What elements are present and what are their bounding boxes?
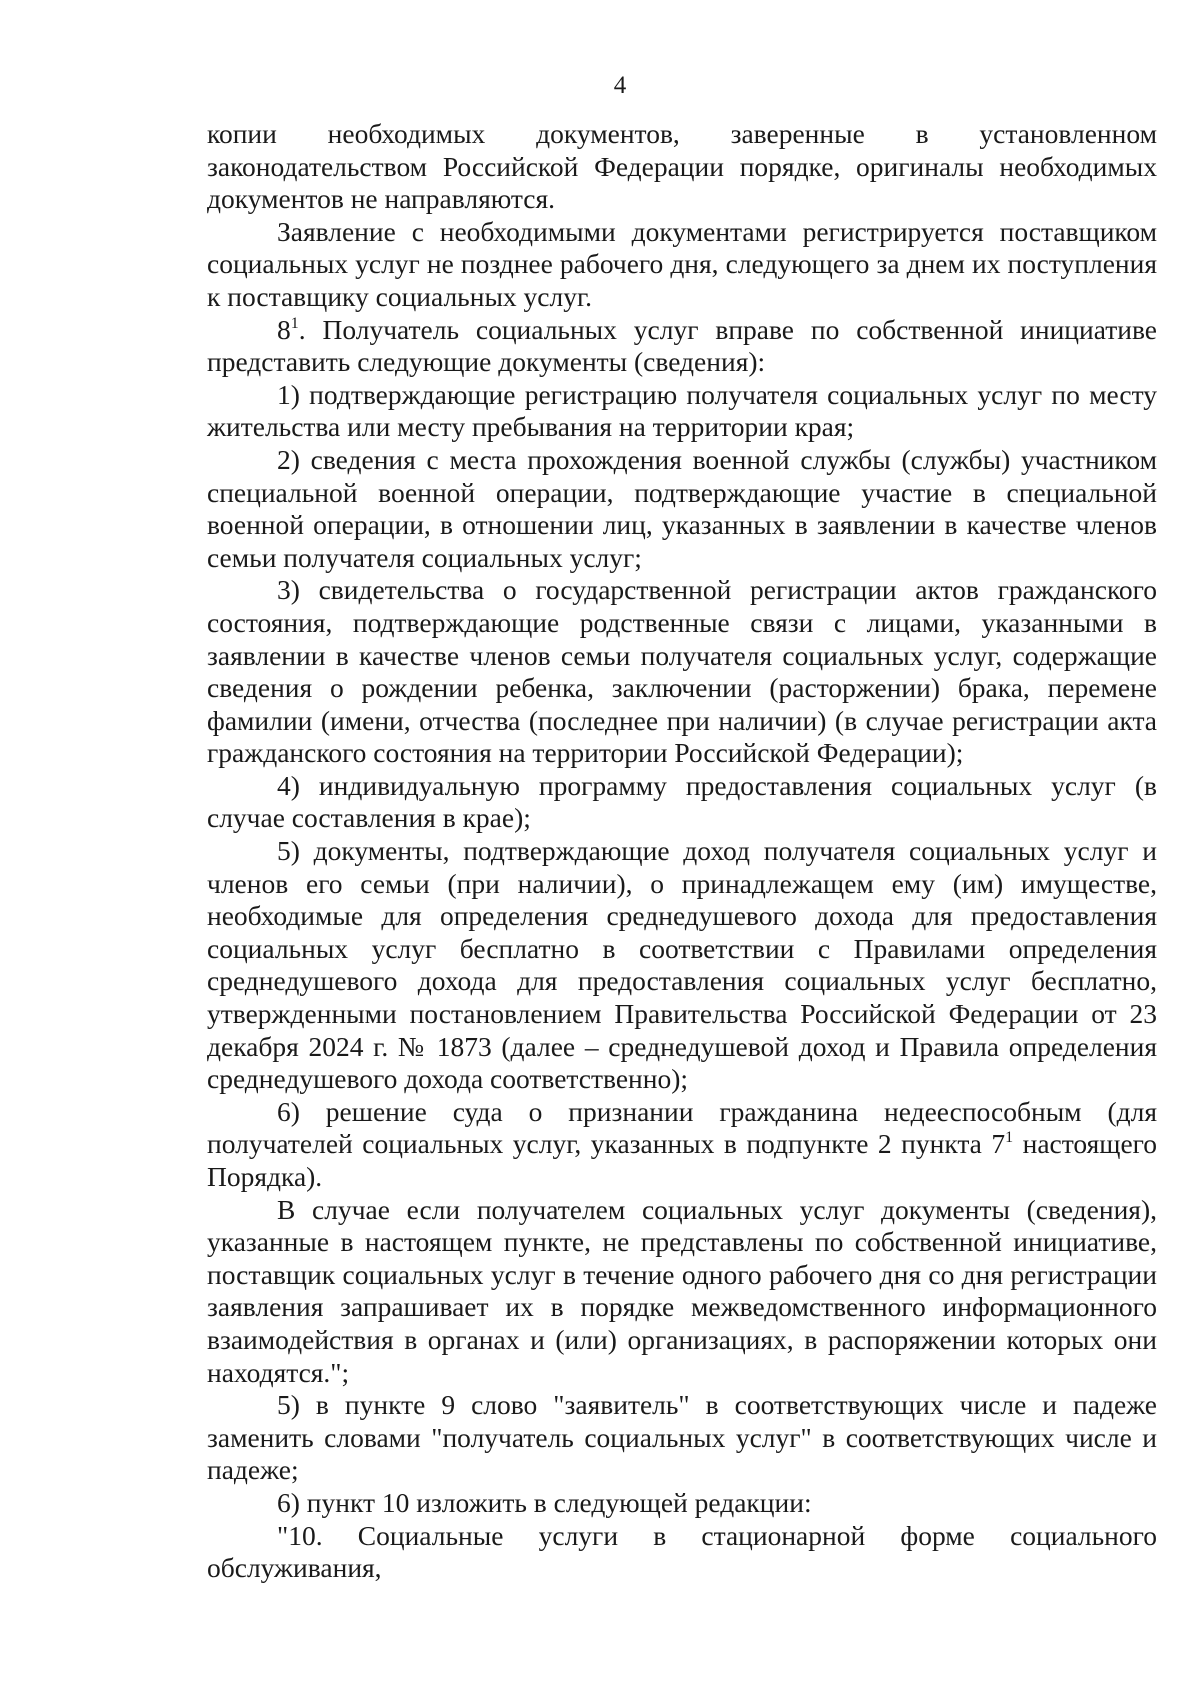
paragraph-text: . Получатель социальных услуг вправе по собственной инициативе представить следующие документы (сведения): (207, 313, 1157, 378)
paragraph-registration: Заявление с необходимыми документами регистрируется поставщиком социальных услуг не позднее рабочего дня, следующего за днем их поступления к поставщику социальных услуг. (207, 215, 1157, 312)
amendment-item-5: 5) в пункте 9 слово "заявитель" в соответствующих числе и падеже заменить словами "получатель социальных услуг" в соответствующих числе и падеже; (207, 1389, 1157, 1486)
page-number: 4 (613, 72, 627, 99)
list-item-3: 3) свидетельства о государственной регистрации актов гражданского состояния, подтверждающие родственные связи с лицами, указанными в заявлении в качестве членов семьи получателя социальных услуг, содержащие сведения о рождении ребенка, заключении (расторжении) брака, перемене фамилии (имени, отчества (последнее при наличии) (в случае регистрации акта гражданского состояния на территории Российской Федерации); (207, 574, 1157, 769)
list-item-5: 5) документы, подтверждающие доход получателя социальных услуг и членов его семьи (при наличии), о принадлежащем ему (им) имуществе, необходимые для определения среднедушевого дохода для предоставления социальных услуг бесплатно в соответствии с Правилами определения среднедушевого дохода для предоставления социальных услуг бесплатно, утвержденными постановлением Правительства Российской Федерации от 23 декабря 2024 г. № 1873 (далее – среднедушевой доход и Правила определения среднедушевого дохода соответственно); (207, 835, 1157, 1095)
paragraph-10-start: "10. Социальные услуги в стационарной форме социального обслуживания, (207, 1519, 1157, 1584)
document-body (207, 118, 1157, 1585)
paragraph-text-end: настоящего Порядка). (207, 1128, 1157, 1192)
list-item-2: 2) сведения с места прохождения военной службы (службы) участником специальной военной операции, подтверждающие участие в специальной военной операции, в отношении лиц, указанных в заявлении в качестве членов семьи получателя социальных услуг; (207, 443, 1157, 573)
amendment-item-6: 6) пункт 10 изложить в следующей редакции: (277, 1486, 812, 1518)
paragraph-text: 6) решение суда о признании гражданина недееспособным (для получателей социальных услуг, указанных в подпункте 2 пункта 7 (207, 1095, 1157, 1160)
superscript: 1 (290, 314, 299, 332)
paragraph-copies: копии необходимых документов, заверенные в установленном законодательством Российской Федерации порядке, оригиналы необходимых документов не направляются. (207, 118, 1157, 215)
list-item-4: 4) индивидуальную программу предоставления социальных услуг (в случае составления в крае); (207, 769, 1157, 834)
paragraph-request: В случае если получателем социальных услуг документы (сведения), указанные в настоящем пункте, не представлены по собственной инициативе, поставщик социальных услуг в течение одного рабочего дня со дня регистрации заявления запрашивает их в порядке межведомственного информационного взаимодействия в органах и (или) организациях, в распоряжении которых они находятся."; (207, 1193, 1157, 1388)
paragraph-8-1 (207, 314, 1157, 379)
list-item-6 (207, 1096, 1157, 1194)
superscript: 1 (1005, 1129, 1014, 1147)
paragraph-number: 8 (277, 313, 291, 345)
list-item-1: 1) подтверждающие регистрацию получателя социальных услуг по месту жительства или месту пребывания на территории края; (207, 378, 1157, 443)
